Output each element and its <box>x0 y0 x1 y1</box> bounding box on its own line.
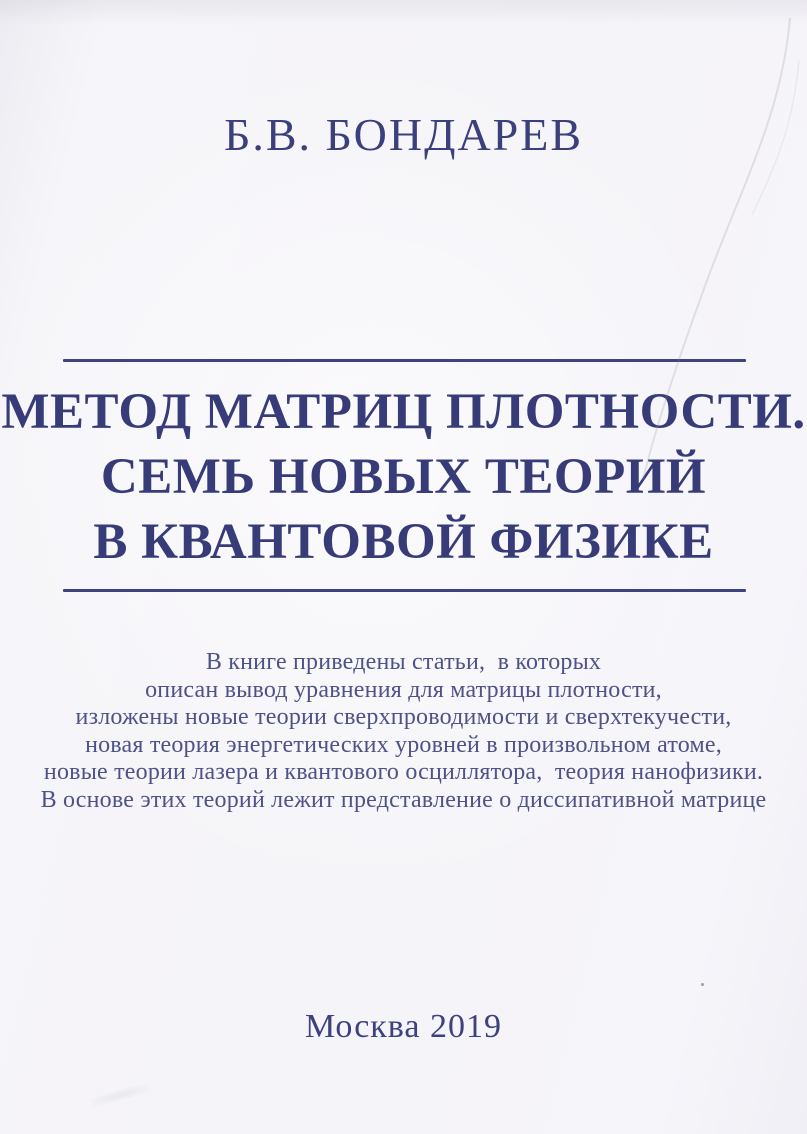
annotation-line-6: В основе этих теорий лежит представление о диссипативной матрице <box>40 786 767 813</box>
paper-smudge <box>90 1082 151 1107</box>
annotation-line-1: В книге приведены статьи, в которых <box>205 649 602 675</box>
title-rule-top <box>63 359 746 362</box>
dust-speck <box>701 983 704 986</box>
title-rule-bottom <box>63 589 746 592</box>
annotation-line-2: описан вывод уравнения для матрицы плотности, <box>145 676 662 703</box>
imprint-city-year: Москва 2019 <box>304 1008 503 1045</box>
book-title-line-3: В КВАНТОВОЙ ФИЗИКЕ <box>93 514 714 570</box>
annotation-line-5: новые теории лазера и квантового осциллятора, теория нанофизики. <box>43 759 764 785</box>
annotation-text <box>0 649 807 814</box>
annotation-line-4: новая теория энергетических уровней в произвольном атоме, <box>85 731 722 758</box>
book-title-line-2: СЕМЬ НОВЫХ ТЕОРИЙ <box>100 449 707 505</box>
book-title-line-1: МЕТОД МАТРИЦ ПЛОТНОСТИ. <box>1 384 806 440</box>
author-name: Б.В. БОНДАРЕВ <box>223 109 584 160</box>
annotation-line-3: изложены новые теории сверхпроводимости и сверхтекучести, <box>75 704 732 730</box>
book-title <box>0 380 807 575</box>
